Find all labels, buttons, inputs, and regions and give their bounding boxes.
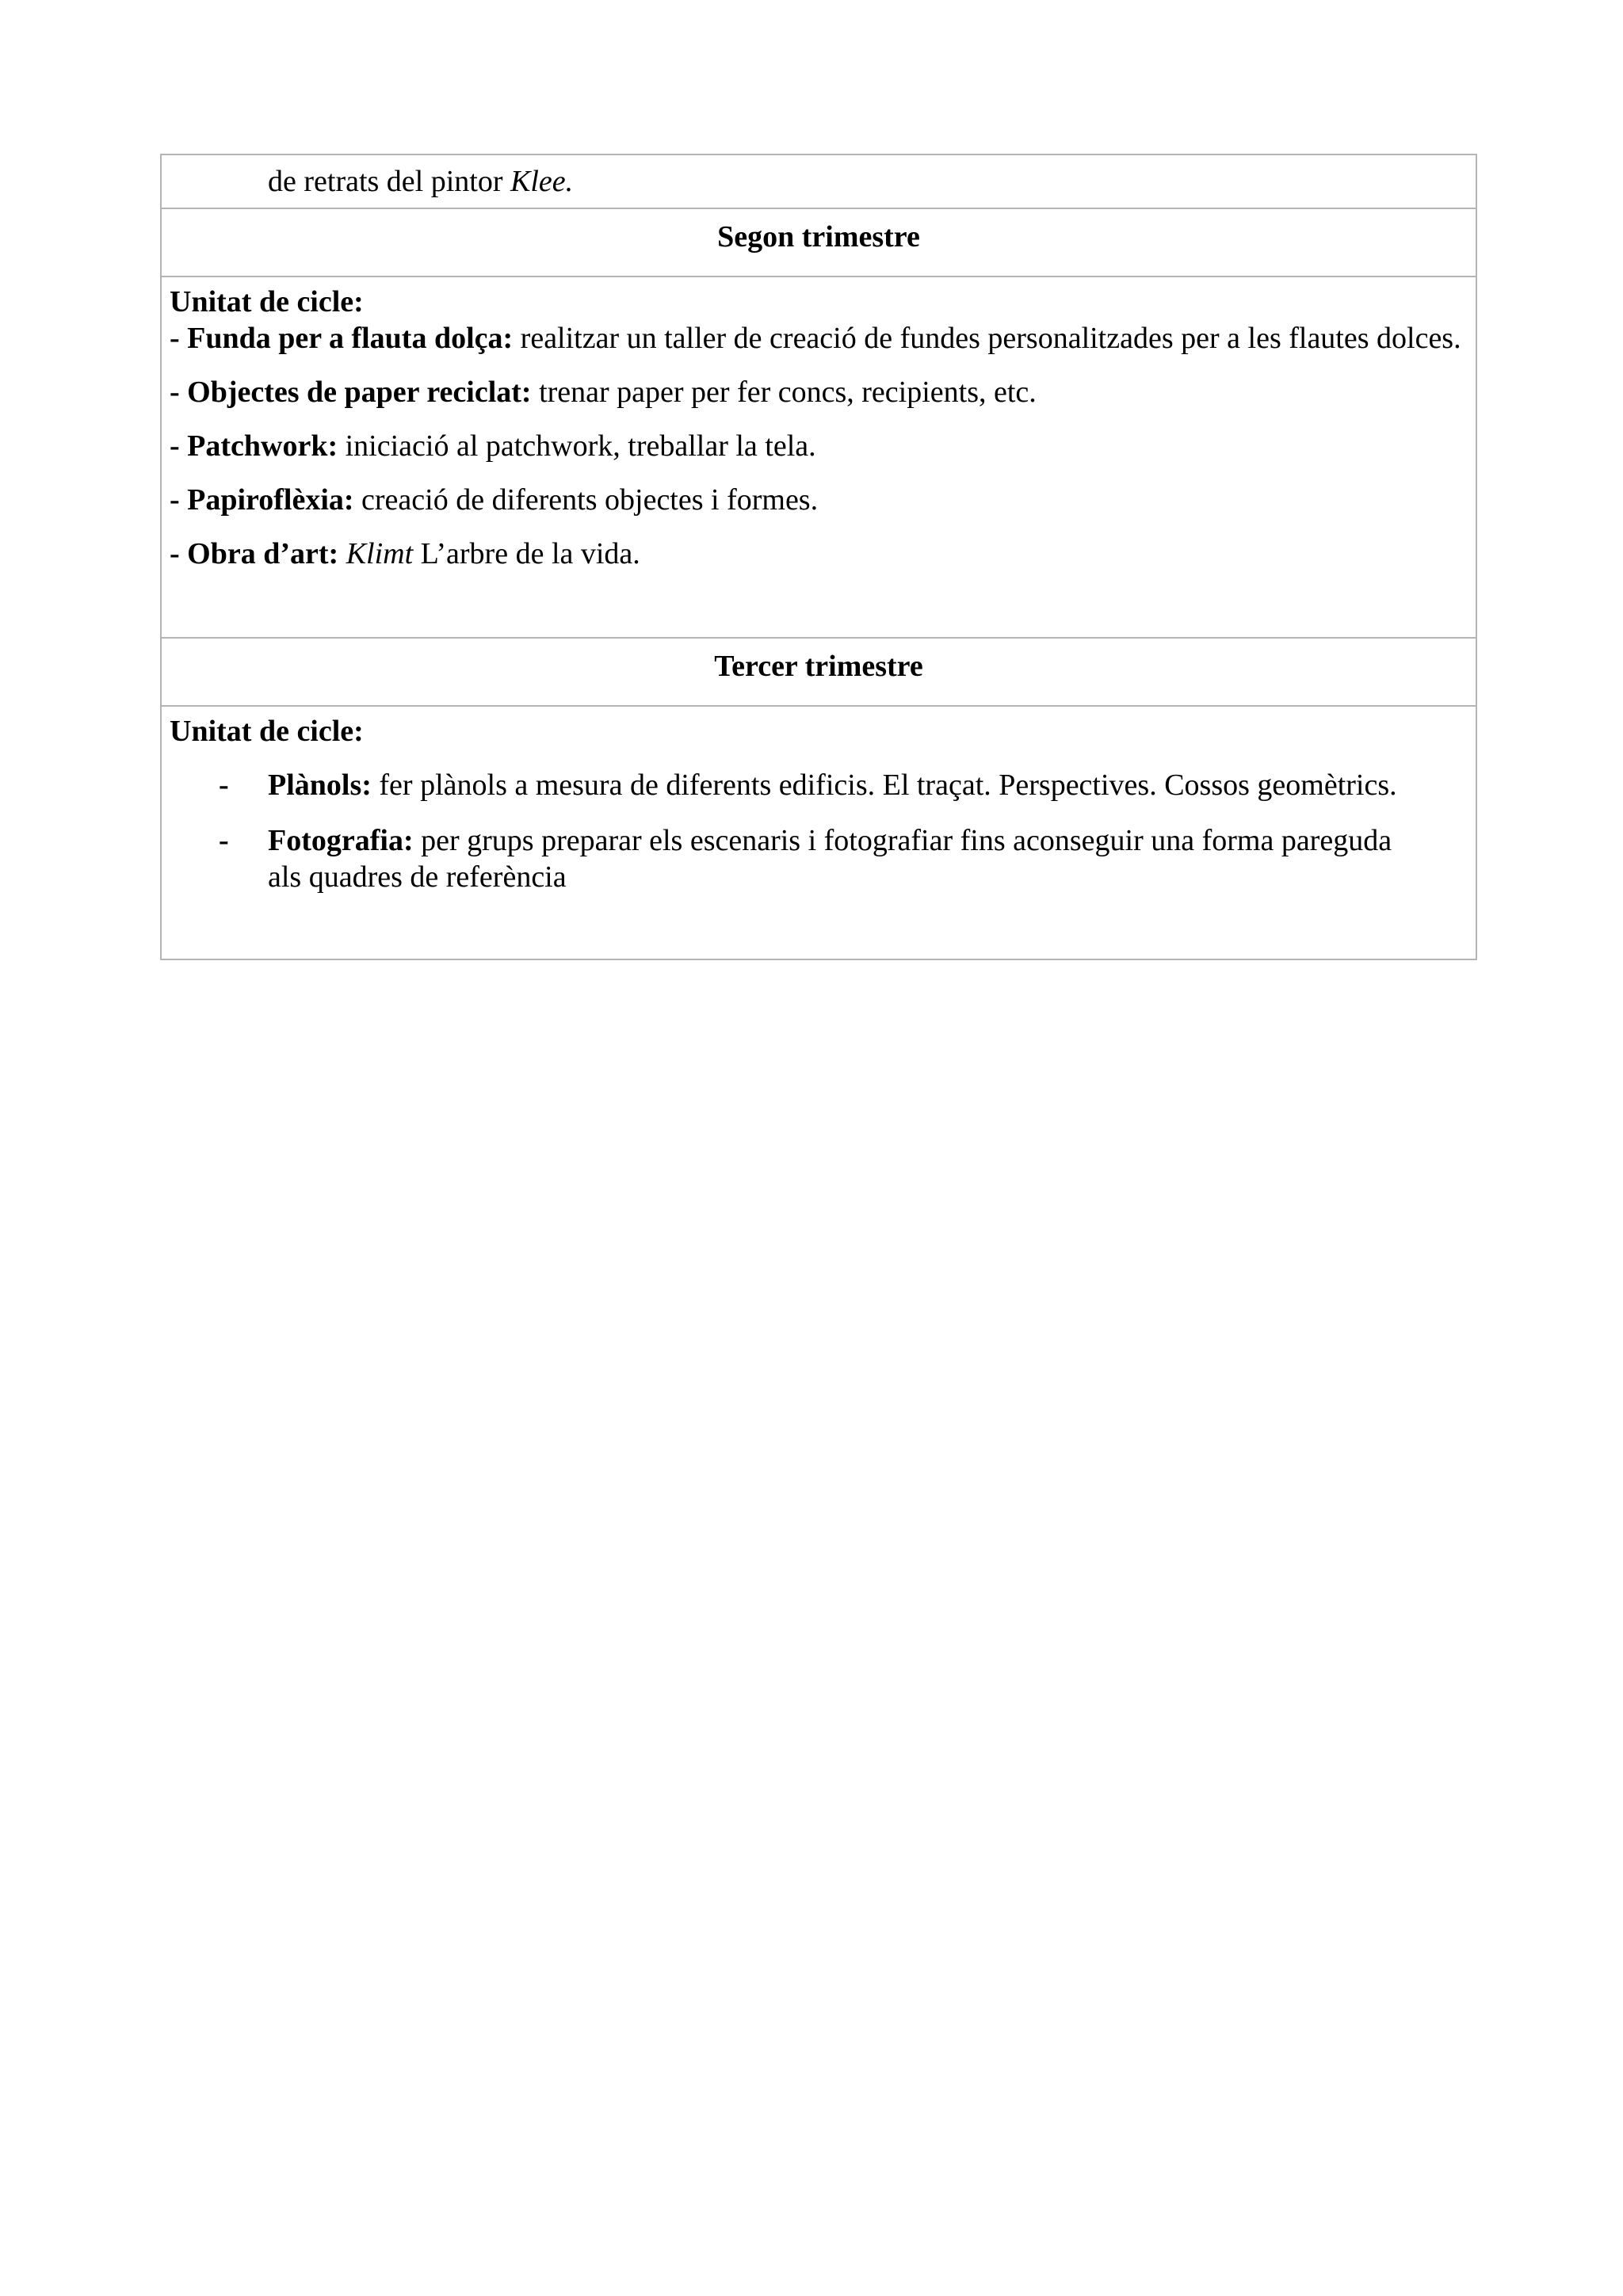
segon-item-text: realitzar un taller de creació de fundes personalitzades per a les flautes dolces. (513, 322, 1461, 355)
tercer-item-label: Plànols: (268, 769, 372, 802)
tercer-trimestre-content (162, 705, 1476, 959)
continuation-row (162, 155, 1476, 208)
segon-item-text: creació de diferents objectes i formes. (353, 483, 819, 517)
segon-item-obra-art (170, 536, 1468, 572)
tercer-trimestre-header (162, 637, 1476, 705)
segon-unit-title: Unitat de cicle: (170, 285, 364, 318)
segon-trimestre-content (162, 276, 1476, 637)
tercer-item-planols (170, 767, 1468, 803)
tercer-item-text: per grups preparar els escenaris i fotografiar fins aconseguir una forma pareguda als quadres de referència (268, 824, 1392, 894)
segon-item-funda (170, 320, 1468, 357)
list-bullet: - (219, 824, 229, 857)
segon-item-objectes (170, 374, 1468, 410)
segon-item-italic: Klimt (338, 537, 414, 570)
tercer-heading: Tercer trimestre (714, 650, 923, 683)
segon-item-label: - Objectes de paper reciclat: (170, 376, 532, 409)
segon-item-patchwork (170, 428, 1468, 464)
tercer-unit-title: Unitat de cicle: (170, 715, 364, 748)
segon-item-label: - Obra d’art: (170, 537, 339, 570)
segon-trimestre-header (162, 208, 1476, 276)
segon-item-label: - Papiroflèxia: (170, 483, 354, 517)
segon-item-label: - Funda per a flauta dolça: (170, 322, 514, 355)
continuation-italic: Klee. (510, 165, 574, 198)
list-bullet: - (219, 769, 229, 802)
segon-heading: Segon trimestre (717, 220, 920, 254)
segon-item-label: - Patchwork: (170, 429, 338, 463)
continuation-text: de retrats del pintor (268, 165, 511, 198)
curriculum-table (160, 154, 1477, 960)
segon-item-papiroflexia (170, 482, 1468, 518)
tercer-item-fotografia (170, 822, 1468, 895)
segon-item-text: iniciació al patchwork, treballar la tela. (338, 429, 816, 463)
segon-item-text: L’arbre de la vida. (413, 537, 640, 570)
tercer-item-label: Fotografia: (268, 824, 414, 857)
segon-item-text: trenar paper per fer concs, recipients, etc. (531, 376, 1037, 409)
tercer-item-text: fer plànols a mesura de diferents edificis. El traçat. Perspectives. Cossos geomètrics. (371, 769, 1397, 802)
